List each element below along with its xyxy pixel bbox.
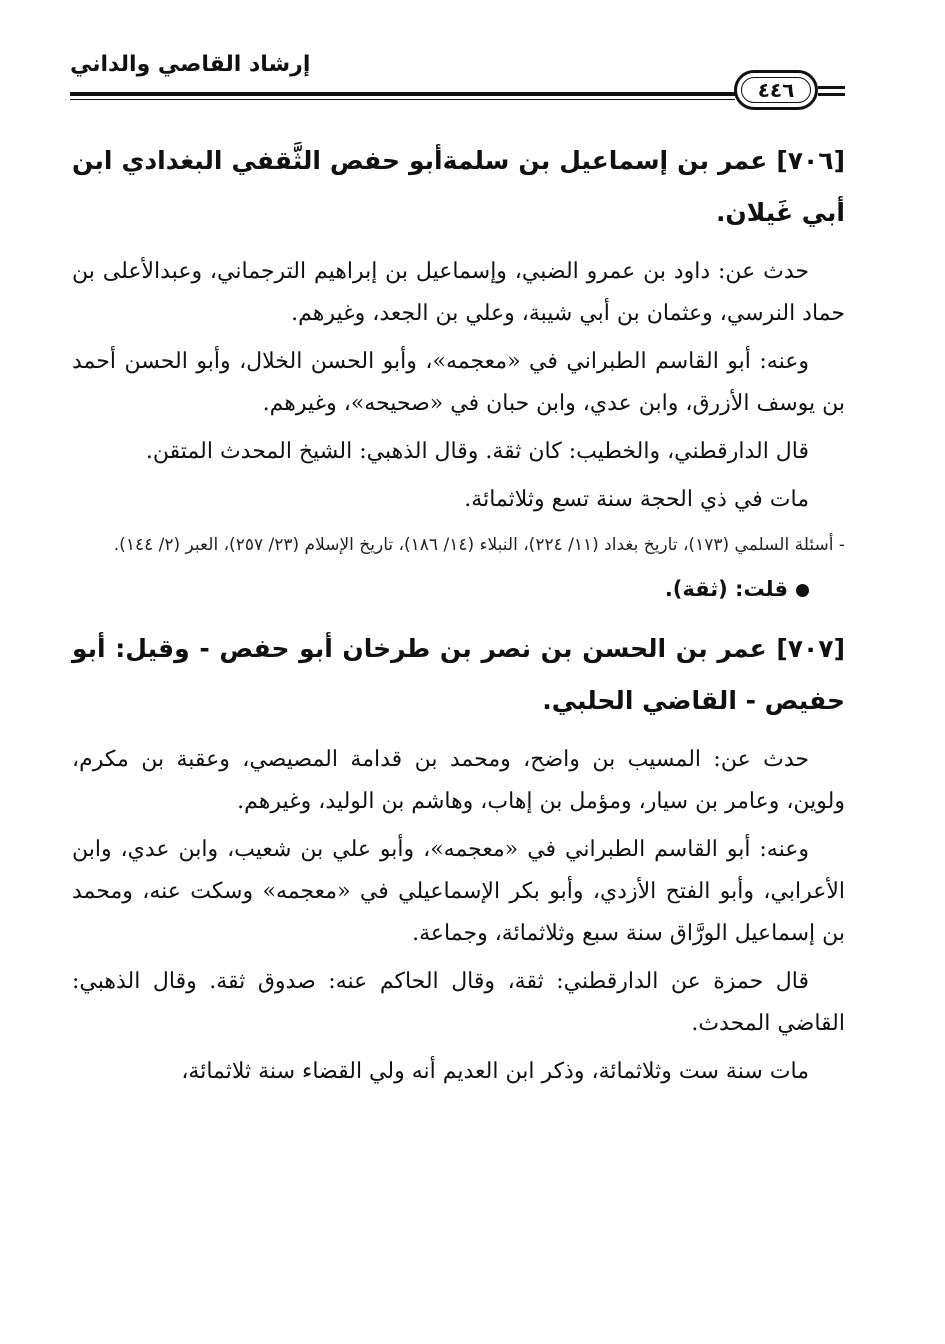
paragraph-death: مات سنة ست وثلاثمائة، وذكر ابن العديم أنه ولي القضاء سنة ثلاثمائة،: [181, 1059, 809, 1084]
header-rule-thick: [70, 92, 735, 96]
entry-706: [72, 135, 845, 609]
running-title: إرشاد القاصي والداني: [70, 52, 311, 77]
bullet-icon: [796, 584, 809, 597]
verdict: [72, 569, 845, 609]
header-rule-thin: [70, 99, 735, 100]
paragraph-narrators: وعنه: أبو القاسم الطبراني في «معجمه»، وأبو الحسن الخلال، وأبو الحسن أحمد بن يوسف الأزرق، وابن عدي، وابن حبان في «صحيحه»، وغيرهم.: [72, 349, 845, 416]
entry-title: [٧٠٦] عمر بن إسماعيل بن سلمةأبو حفص الثَّقفي البغدادي ابن أبي غَيلان.: [72, 146, 845, 227]
paragraph-death: مات في ذي الحجة سنة تسع وثلاثمائة.: [464, 487, 809, 512]
references: - أسئلة السلمي (١٧٣)، تاريخ بغداد (١١/ ٢٢٤)، النبلاء (١٤/ ١٨٦)، تاريخ الإسلام (٢٣/ ٢٥٧)، العبر (٢/ ١٤٤).: [113, 535, 845, 555]
paragraph-grading: قال حمزة عن الدارقطني: ثقة، وقال الحاكم عنه: صدوق ثقة. وقال الذهبي: القاضي المحدث.: [72, 969, 845, 1036]
header-rule-right-top: [818, 86, 845, 89]
header-rule-right-bottom: [818, 93, 845, 96]
paragraph-narrators: وعنه: أبو القاسم الطبراني في «معجمه»، وأبو علي بن شعيب، وابن عدي، وابن الأعرابي، وأبو الفتح الأزدي، وأبو بكر الإسماعيلي في «معجمه» وسكت عنه، ومحمد بن إسماعيل الورَّاق سنة سبع وثلاثمائة، وجماعة.: [72, 837, 845, 946]
paragraph-narrated-from: حدث عن: المسيب بن واضح، ومحمد بن قدامة المصيصي، وعقبة بن مكرم، ولوين، وعامر بن سيار، ومؤمل بن إهاب، وهاشم بن الوليد، وغيرهم.: [72, 747, 845, 814]
page-number-badge: [734, 70, 818, 110]
page-number: ٤٤٦: [757, 78, 795, 102]
paragraph-narrated-from: حدث عن: داود بن عمرو الضبي، وإسماعيل بن إبراهيم الترجماني، وعبدالأعلى بن حماد النرسي، وعثمان بن أبي شيبة، وعلي بن الجعد، وغيرهم.: [72, 259, 845, 326]
entry-707: [72, 623, 845, 1093]
entry-title: [٧٠٧] عمر بن الحسن بن نصر بن طرخان أبو حفص - وقيل: أبو حفيص - القاضي الحلبي.: [72, 634, 845, 715]
page-header: [70, 40, 845, 110]
page-content: [72, 135, 845, 1099]
paragraph-grading: قال الدارقطني، والخطيب: كان ثقة. وقال الذهبي: الشيخ المحدث المتقن.: [145, 439, 809, 464]
verdict-text: قلت: (ثقة).: [664, 577, 788, 601]
